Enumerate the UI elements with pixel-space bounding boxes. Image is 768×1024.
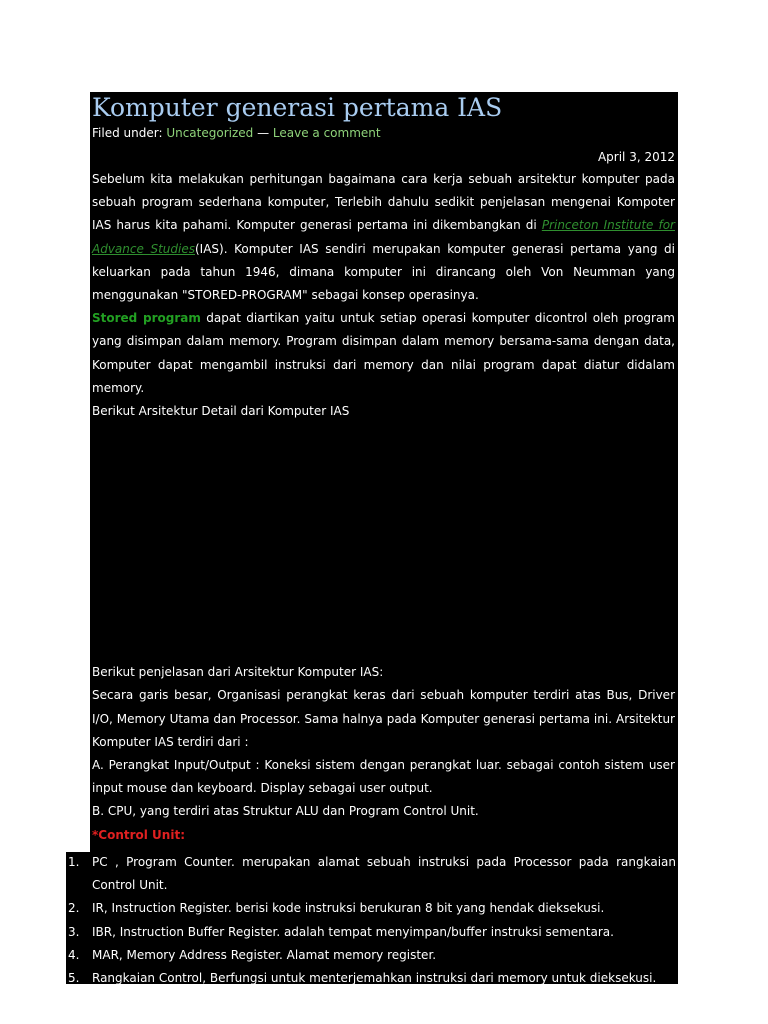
list-item: [66, 851, 676, 897]
explanation-heading: Berikut penjelasan dari Arsitektur Komputer IAS:: [92, 665, 384, 680]
architecture-diagram-placeholder: [92, 423, 675, 661]
overview-paragraph: Secara garis besar, Organisasi perangkat keras dari sebuah komputer terdiri atas Bus, Driver I/O, Memory Utama dan Processor. Sama halnya pada Komputer generasi pertama ini. Arsitektur Komputer IAS terdiri dari :: [92, 688, 675, 749]
point-a-paragraph: A. Perangkat Input/Output : Koneksi sistem dengan perangkat luar. sebagai contoh sistem user input mouse dan keyboard. Display sebagai user output.: [92, 758, 675, 796]
detail-heading: Berikut Arsitektur Detail dari Komputer IAS: [92, 404, 350, 419]
control-unit-list: [66, 851, 676, 990]
list-item-text: Rangkaian Control, Berfungsi untuk menterjemahkan instruksi dari memory untuk dieksekusi.: [92, 971, 657, 986]
meta-separator: —: [253, 126, 273, 140]
list-item: [66, 921, 676, 944]
list-item: [66, 944, 676, 967]
list-item-number: 1.: [68, 855, 80, 869]
control-unit-label: *Control Unit:: [92, 827, 185, 842]
stored-program-paragraph: [92, 307, 675, 400]
intro-paragraph: [92, 168, 675, 307]
post-meta: [92, 124, 675, 142]
list-item-text: IBR, Instruction Buffer Register. adalah tempat menyimpan/buffer instruksi sementara.: [92, 924, 614, 939]
post-title[interactable]: Komputer generasi pertama IAS: [92, 93, 503, 122]
list-item-text: MAR, Memory Address Register. Alamat memory register.: [92, 947, 437, 962]
list-item-number: 2.: [68, 901, 80, 916]
list-item-number: 3.: [68, 924, 80, 939]
category-link[interactable]: Uncategorized: [166, 126, 254, 140]
post-date: April 3, 2012: [597, 150, 675, 164]
stored-program-term: Stored program: [92, 311, 201, 326]
list-item: [66, 897, 676, 920]
leave-comment-link[interactable]: Leave a comment: [272, 126, 381, 140]
point-b-paragraph: B. CPU, yang terdiri atas Struktur ALU dan Program Control Unit.: [92, 804, 479, 819]
intro-text: Sebelum kita melakukan perhitungan bagaimana cara kerja sebuah arsitektur komputer pada sebuah program sederhana komputer, Terlebih dahulu sedikit penjelasan mengenai Kompoter IAS harus kita pahami. Komputer generasi pertama ini dikembangkan di: [92, 172, 675, 233]
meta-prefix: Filed under:: [92, 126, 167, 140]
list-item-number: 4.: [68, 947, 80, 962]
list-item-text: PC , Program Counter. merupakan alamat sebuah instruksi pada Processor pada rangkaian Control Unit.: [92, 855, 676, 893]
post-content: [92, 92, 675, 847]
list-item: [66, 967, 676, 990]
list-item-number: 5.: [68, 971, 80, 986]
list-item-text: IR, Instruction Register. berisi kode instruksi berukuran 8 bit yang hendak dieksekusi.: [92, 901, 605, 916]
stored-program-text: dapat diartikan yaitu untuk setiap operasi komputer dicontrol oleh program yang disimpan dalam memory. Program disimpan dalam memory bersama-sama dengan data, Komputer dapat mengambil instruksi dari memory dan nilai program dapat diatur didalam memory.: [92, 311, 675, 395]
intro-text-end: (IAS). Komputer IAS sendiri merupakan komputer generasi pertama yang di keluarkan pada tahun 1946, dimana komputer ini dirancang oleh Von Neumman yang menggunakan "STORED-PROGRAM" sebagai konsep operasinya.: [92, 241, 675, 303]
princeton-link[interactable]: Princeton Institute for Advance Studies: [92, 218, 675, 256]
